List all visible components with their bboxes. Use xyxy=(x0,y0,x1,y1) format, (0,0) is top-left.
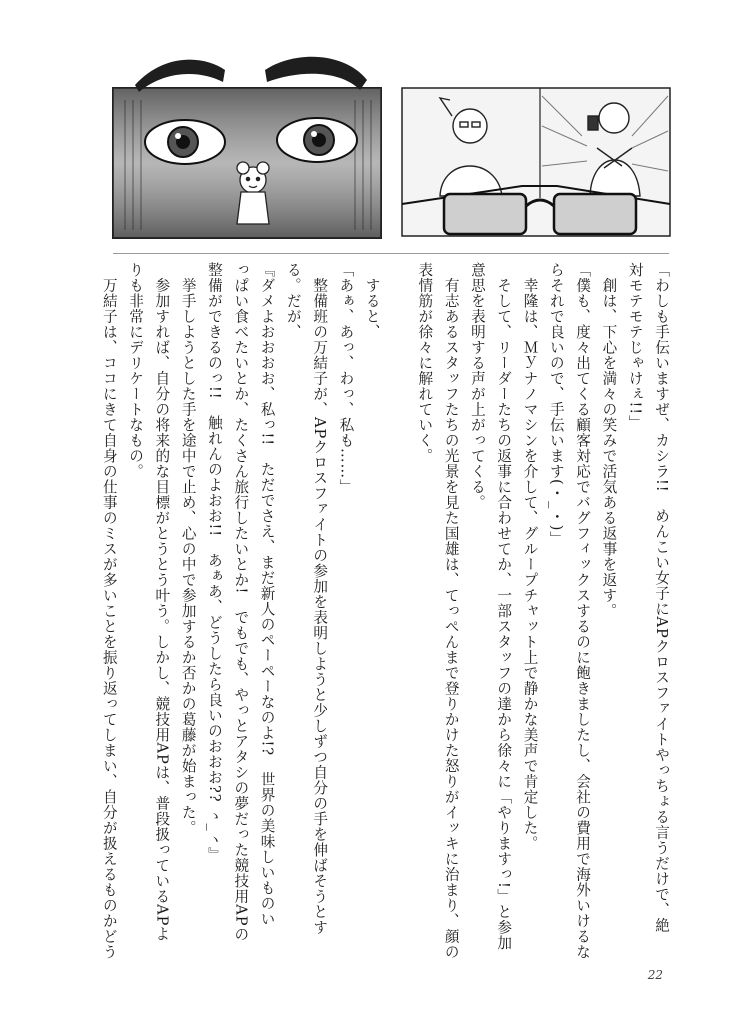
novel-body-text xyxy=(100,262,674,962)
text-line: りも非常にデリケートなもの。 xyxy=(127,262,145,479)
text-line: 幸隆は、Ｍｙナノマシンを介して、グループチャット上で静かな美声で肯定した。 xyxy=(521,262,539,851)
text-line: っぱい食べたいとか、たくさん旅行したいとか! でもでも、やっとアタシの夢だった競技用APの xyxy=(232,262,250,942)
text-line: 表情筋が徐々に解れていく。 xyxy=(416,262,434,464)
text-line: 対モテモテじゃけぇ!!」 xyxy=(626,262,644,431)
text-line: 万結子は、ココにきて自身の仕事のミスが多いことを振り返ってしまい、自分が扱えるものかどう xyxy=(100,262,118,960)
text-line: すると、 xyxy=(363,262,381,340)
team-members-with-glasses-illustration xyxy=(392,86,674,238)
text-line: 『ダメよおおおお、私っ!! ただでさえ、まだ新人のペーペーなのよ!? 世界の美味しいものい xyxy=(258,262,276,927)
page-number: 22 xyxy=(647,968,663,982)
text-line: 参加すれば、自分の将来的な目標がとうとう叶う。しかし、競技用APは、普段扱っているAPよ xyxy=(153,262,171,942)
text-line: 意思を表明する声が上がってくる。 xyxy=(468,262,486,510)
text-line: 「僕も、度々出てくる顧客対応でバグフィックスするのに飽きましたし、会社の費用で海外いけるな xyxy=(574,262,592,960)
text-line: 整備班の万結子が、APクロスファイトの参加を表明しようと少しずつ自分の手を伸ばそうとす xyxy=(311,262,329,936)
text-line: 整備ができるのっ!! 触れんのよおお!! あぁあ、どうしたら良いのおおお?? ゝ_ヽ』 xyxy=(205,262,223,863)
text-line: 有志あるスタッフたちの光景を見た国雄は、てっぺんまで登りかけた怒りがイッキに治まり、顔の xyxy=(442,262,460,960)
text-line: る。だが、 xyxy=(284,262,302,340)
text-line: らそれで良いので、手伝います(・_・)」 xyxy=(547,262,565,547)
text-line: そして、リーダーたちの返事に合わせてか、一部スタッフの達から徐々に「やりますっ!」と参加 xyxy=(495,262,513,951)
text-line: 「わしも手伝いますぜ、カシラ!! めんこい女子にAPクロスファイトやっちょる言うだけで、絶 xyxy=(653,262,670,934)
glaring-eyes-illustration xyxy=(105,40,387,250)
text-line: 「あぁ、あっ、わっ、私も……」 xyxy=(337,262,355,495)
text-line: 挙手しようとした手を途中で止め、心の中で参加するか否かの葛藤が始まった。 xyxy=(179,262,197,836)
blank-line xyxy=(385,262,411,962)
section-divider xyxy=(113,253,669,254)
text-line: 創は、下心を満々の笑みで活気ある返事を返す。 xyxy=(600,262,618,619)
